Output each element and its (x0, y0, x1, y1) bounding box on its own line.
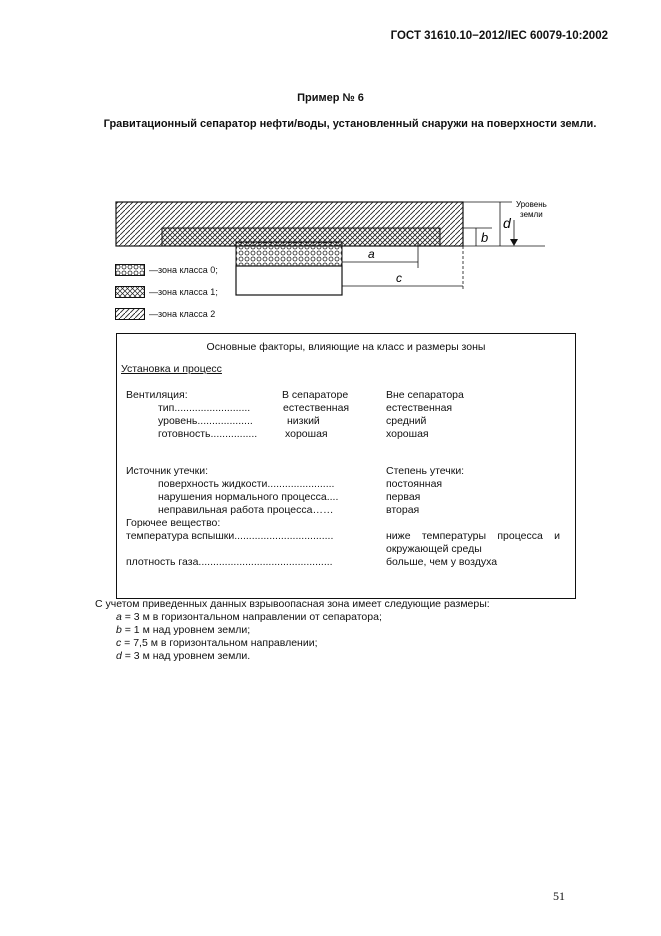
dimension-b-label: b (481, 230, 489, 245)
summary-item-b: b = 1 м над уровнем земли; (116, 624, 251, 636)
release-liquid-surface: поверхность жидкости....................... (158, 478, 335, 490)
release-malfunction: неправильная работа процесса…… (158, 504, 334, 516)
dimension-c-label: c (396, 271, 402, 285)
dimension-a-label: a (368, 247, 375, 261)
grade-primary: первая (386, 491, 421, 503)
vent-type-label: тип.......................... (158, 402, 251, 414)
zone-class-0-area (236, 242, 342, 266)
grade-continuous: постоянная (386, 478, 443, 490)
flash-point-value: ниже температуры процесса и окружающей среды (386, 530, 560, 555)
ground-level-label: Уровень земли (516, 200, 547, 219)
page-number: 51 (553, 889, 565, 903)
summary-block (95, 598, 490, 663)
legend-zone-0 (115, 264, 218, 276)
column-in-separator: В сепараторе (282, 389, 349, 401)
legend-zone-1-label: —зона класса 1; (149, 287, 218, 297)
zone-diagram (100, 190, 560, 300)
factors-heading: Основные факторы, влияющие на класс и размеры зоны (206, 341, 486, 353)
grade-secondary: вторая (386, 504, 420, 516)
document-header: ГОСТ 31610.10−2012/IEC 60079-10:2002 (390, 30, 608, 42)
dimension-d-label: d (503, 215, 511, 231)
vent-availability-label: готовность................ (158, 428, 258, 440)
flash-point-label: температура вспышки.................................. (126, 530, 334, 542)
example-number: Пример № 6 (297, 92, 364, 104)
example-title: Гравитационный сепаратор нефти/воды, установленный снаружи на поверхности земли. (103, 118, 597, 130)
crosshatch-pattern-icon (115, 286, 145, 298)
vent-availability-in: хорошая (285, 428, 328, 440)
factors-box (116, 333, 576, 599)
summary-item-d: d = 3 м над уровнем земли. (116, 650, 251, 662)
diagonal-pattern-icon (115, 308, 145, 320)
vent-availability-out: хорошая (386, 428, 429, 440)
gas-density-value: больше, чем у воздуха (386, 556, 498, 568)
legend-zone-2 (115, 308, 215, 320)
release-normal-disturbance: нарушения нормального процесса.... (158, 491, 339, 503)
vent-level-in: низкий (287, 415, 320, 427)
substance-label: Горючее вещество: (126, 517, 221, 529)
legend-zone-0-label: —зона класса 0; (149, 265, 218, 275)
summary-item-a: a = 3 м в горизонтальном направлении от сепаратора; (116, 611, 382, 623)
release-source-label: Источник утечки: (126, 465, 209, 477)
separator-body (236, 266, 342, 295)
legend-zone-2-label: —зона класса 2 (149, 309, 216, 319)
section-title: Установка и процесс (121, 363, 222, 375)
release-grade-label: Степень утечки: (386, 465, 465, 477)
gas-density-label: плотность газа.............................................. (126, 556, 333, 568)
ventilation-label: Вентиляция: (126, 389, 188, 401)
summary-intro: С учетом приведенных данных взрывоопасная зона имеет следующие размеры: (95, 598, 490, 610)
vent-level-out: средний (386, 415, 427, 427)
vent-type-out: естественная (386, 402, 453, 414)
vent-level-label: уровень................... (158, 415, 253, 427)
summary-item-c: c = 7,5 м в горизонтальном направлении; (116, 637, 318, 649)
vent-type-in: естественная (283, 402, 350, 414)
dots-pattern-icon (115, 264, 145, 276)
legend-zone-1 (115, 286, 218, 298)
column-out-separator: Вне сепаратора (386, 389, 464, 401)
